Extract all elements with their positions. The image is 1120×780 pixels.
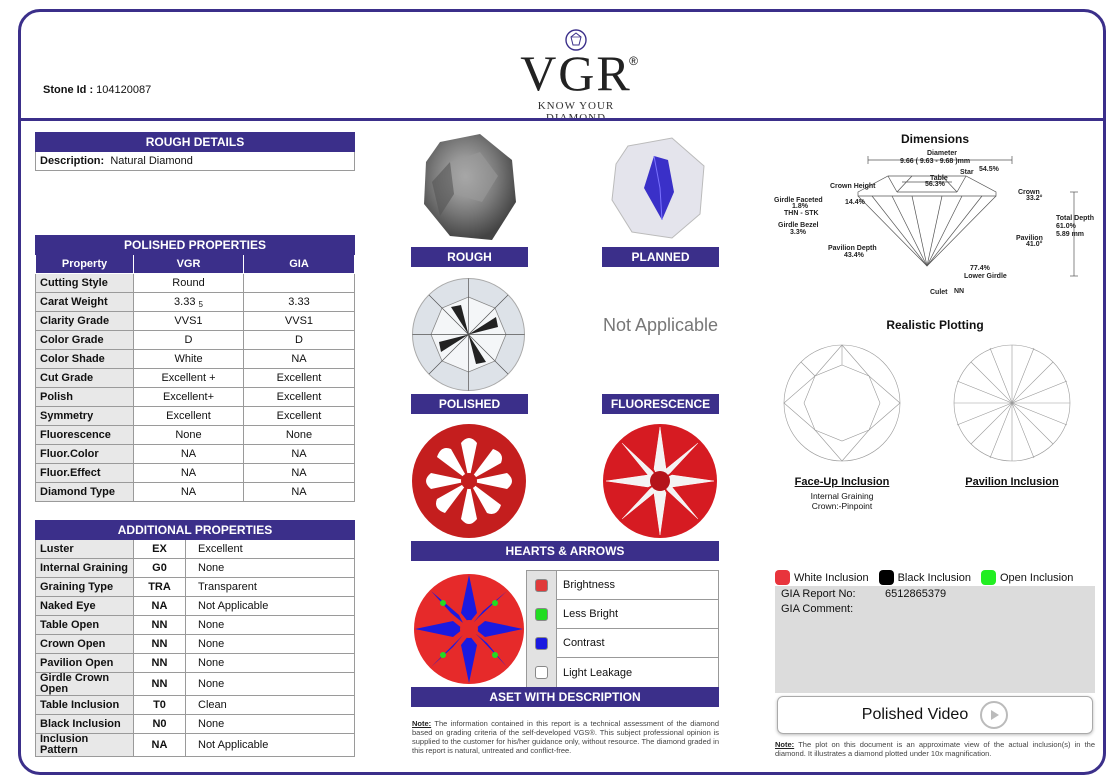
additional-property-label: Luster [36,540,134,559]
dim-pavilion-depth-label: Pavilion Depth [828,245,877,252]
additional-property-code: NN [134,616,186,635]
right-note: Note: The plot on this document is an approximate view of the actual inclusion(s) in the diamond. It illustrates a diamond plotted under 10x magnification. [775,740,1096,758]
dim-culet-label: Culet [930,289,948,296]
aset-legend-label: Light Leakage [563,666,633,679]
additional-property-value: Clean [186,696,355,715]
additional-property-row [36,616,355,635]
additional-property-code: NA [134,734,186,757]
additional-properties-title: ADDITIONAL PROPERTIES [36,521,355,540]
property-label: Symmetry [36,407,134,426]
additional-property-code: NA [134,597,186,616]
property-label: Carat Weight [36,293,134,312]
header-gia: GIA [244,255,355,274]
property-gia-value: 3.33 [244,293,355,312]
realistic-plotting-title: Realistic Plotting [886,318,984,332]
planned-diamond-image [610,136,710,240]
property-label: Cutting Style [36,274,134,293]
pavilion-plot [952,343,1072,463]
additional-property-value: None [186,715,355,734]
aset-swatch [527,658,557,687]
logo-tagline: KNOW YOUR DIAMOND [537,100,615,124]
property-vgr-value: None [134,426,244,445]
polished-property-row [36,331,355,350]
hearts-image [411,423,527,539]
description-label: Description: [40,155,105,167]
logo-registered: ® [629,54,638,68]
inclusion-legend-label: Open Inclusion [999,571,1074,584]
additional-property-row [36,540,355,559]
additional-property-label: Naked Eye [36,597,134,616]
header-divider [21,118,1103,121]
additional-property-label: Crown Open [36,635,134,654]
inclusion-swatch [981,570,996,585]
property-label: Cut Grade [36,369,134,388]
additional-property-value: None [186,616,355,635]
inclusion-swatch [879,570,894,585]
dim-total-depth-pct: 61.0% [1056,223,1076,230]
additional-property-row [36,696,355,715]
dimensions-diagram [772,146,1097,298]
additional-property-row [36,559,355,578]
additional-property-row [36,597,355,616]
aset-legend-label: Contrast [563,637,605,649]
dim-star-label: Star [960,169,974,176]
additional-property-label: Table Open [36,616,134,635]
property-gia-value: NA [244,464,355,483]
property-vgr-value: Round [134,274,244,293]
logo-text: VGR [520,45,632,101]
face-up-plot [782,343,902,463]
aset-legend [526,570,719,688]
additional-property-value: Not Applicable [186,597,355,616]
polished-property-row [36,293,355,312]
polished-video-button[interactable] [777,696,1093,734]
aset-legend-row [527,629,718,658]
hearts-arrows-label: HEARTS & ARROWS [411,541,719,561]
stone-id-value: 104120087 [96,84,152,96]
arrows-image [602,423,718,539]
polished-property-row [36,274,355,293]
dim-lower-girdle-label: Lower Girdle [964,273,1007,280]
additional-property-value: None [186,635,355,654]
dim-girdle-faceted-label: Girdle Faceted [774,197,823,204]
dim-diameter: 9.66 ( 9.63 - 9.68 )mm [900,158,971,165]
dim-girdle-faceted: 1.8% [792,203,808,210]
inclusion-legend [775,570,1095,585]
dim-crown-label: Crown [1018,189,1040,196]
dim-culet: NN [954,288,965,295]
property-label: Color Shade [36,350,134,369]
polished-property-row [36,464,355,483]
additional-property-label: Pavilion Open [36,654,134,673]
dim-girdle-bezel-label: Girdle Bezel [778,222,819,229]
property-label: Fluorescence [36,426,134,445]
rough-details-table [35,132,355,171]
property-vgr-value: Excellent + [134,369,244,388]
property-gia-value: NA [244,350,355,369]
planned-label: PLANNED [602,247,719,267]
polished-properties-table [35,235,355,502]
dim-total-depth-label: Total Depth [1056,215,1094,222]
property-gia-value: D [244,331,355,350]
property-gia-value: NA [244,483,355,502]
property-gia-value: VVS1 [244,312,355,331]
property-vgr-value: NA [134,464,244,483]
aset-swatch [527,600,557,629]
dim-crown-angle: 33.2° [1026,195,1043,202]
additional-property-code: NN [134,654,186,673]
additional-property-code: N0 [134,715,186,734]
dim-lower-girdle: 77.4% [970,265,990,272]
additional-properties-table [35,520,355,757]
additional-property-label: Table Inclusion [36,696,134,715]
polished-property-row [36,407,355,426]
dim-pavilion-depth: 43.4% [844,252,864,259]
additional-property-value: None [186,559,355,578]
stone-id: Stone Id : 104120087 [43,84,152,96]
additional-property-code: NN [134,673,186,696]
fluorescence-not-applicable: Not Applicable [602,315,719,335]
header-property: Property [36,255,134,274]
property-vgr-value: D [134,331,244,350]
additional-property-code: G0 [134,559,186,578]
additional-property-code: EX [134,540,186,559]
polished-property-row [36,426,355,445]
rough-label: ROUGH [411,247,528,267]
property-label: Fluor.Color [36,445,134,464]
property-vgr-value: 3.33 5 [134,293,244,312]
inclusion-legend-item [775,570,869,585]
polished-video-label: Polished Video [861,706,969,723]
polished-diamond-image [411,277,526,392]
dim-crown-height: 14.4% [845,199,865,206]
additional-property-value: None [186,673,355,696]
property-vgr-value: NA [134,445,244,464]
aset-legend-label: Less Bright [563,608,619,620]
additional-property-value: Excellent [186,540,355,559]
gia-comment-label: GIA Comment: [781,603,854,615]
property-gia-value: None [244,426,355,445]
gia-box [775,586,1095,693]
additional-property-value: None [186,654,355,673]
property-label: Clarity Grade [36,312,134,331]
additional-property-row [36,578,355,597]
rough-details-title: ROUGH DETAILS [36,133,355,152]
property-label: Color Grade [36,331,134,350]
face-up-inclusion-details [782,491,902,511]
face-up-line-2: Crown:-Pinpoint [811,501,873,511]
dimensions-title: Dimensions [900,132,969,146]
aset-legend-row [527,571,718,600]
dim-girdle-range: THN - STK [784,210,819,217]
aset-legend-label: Brightness [563,579,615,591]
property-vgr-value: Excellent+ [134,388,244,407]
polished-property-row [36,350,355,369]
inclusion-legend-item [879,570,971,585]
aset-swatch [527,571,557,600]
additional-property-label: Black Inclusion [36,715,134,734]
aset-legend-row [527,658,718,687]
diamond-logo-icon [564,28,588,52]
property-gia-value: Excellent [244,407,355,426]
play-icon [980,701,1008,729]
vgr-logo [506,26,646,124]
property-label: Polish [36,388,134,407]
aset-swatch [527,629,557,658]
dim-table-label: Table [930,175,948,182]
additional-property-row [36,715,355,734]
additional-property-label: Internal Graining [36,559,134,578]
additional-property-value: Transparent [186,578,355,597]
additional-property-code: NN [134,635,186,654]
rough-diamond-image [420,132,520,244]
fluorescence-label: FLUORESCENCE [602,394,719,414]
polished-label: POLISHED [411,394,528,414]
inclusion-swatch [775,570,790,585]
inclusion-legend-label: Black Inclusion [897,571,971,584]
additional-property-row [36,654,355,673]
polished-property-row [36,445,355,464]
dim-girdle-bezel: 3.3% [790,229,806,236]
polished-property-row [36,388,355,407]
dim-pavilion-angle: 41.0° [1026,241,1043,248]
face-up-inclusion-label: Face-Up Inclusion [794,476,890,488]
property-label: Fluor.Effect [36,464,134,483]
header-vgr: VGR [134,255,244,274]
inclusion-legend-label: White Inclusion [794,571,869,584]
additional-property-label: Inclusion Pattern [36,734,134,757]
aset-legend-row [527,600,718,629]
property-vgr-value: NA [134,483,244,502]
dim-pavilion-label: Pavilion [1016,235,1043,242]
property-gia-value: Excellent [244,369,355,388]
pavilion-inclusion-label: Pavilion Inclusion [965,476,1059,488]
additional-property-code: T0 [134,696,186,715]
property-label: Diamond Type [36,483,134,502]
left-note: Note: The information contained in this report is a technical assessment of the diamond based on grading criteria of the self-developed VGS®. This subject professional opinion is supplied to the customer for his/her guidance only, without resource. The diamond graded in this report is natural, untreated and conflict-free. [412,719,720,755]
gia-report-label: GIA Report No: [781,588,856,600]
gia-report-value: 6512865379 [885,588,947,600]
dim-total-depth-mm: 5.89 mm [1056,231,1085,238]
inclusion-legend-item [981,570,1073,585]
aset-image [413,573,525,685]
property-gia-value: Excellent [244,388,355,407]
carat-subscript: 5 [198,299,203,309]
additional-property-label: Graining Type [36,578,134,597]
dim-table: 56.3% [925,181,945,188]
aset-label: ASET WITH DESCRIPTION [411,687,719,707]
additional-property-code: TRA [134,578,186,597]
dim-star: 54.5% [979,166,999,173]
polished-property-row [36,483,355,502]
additional-property-value: Not Applicable [186,734,355,757]
polished-property-row [36,312,355,331]
description-value: Natural Diamond [110,155,193,167]
property-gia-value: NA [244,445,355,464]
property-vgr-value: Excellent [134,407,244,426]
property-gia-value [244,274,355,293]
additional-property-label: Girdle Crown Open [36,673,134,696]
additional-property-row [36,673,355,696]
dim-diameter-label: Diameter [927,150,957,157]
additional-property-row [36,635,355,654]
dim-crown-height-label: Crown Height [830,183,876,190]
property-vgr-value: VVS1 [134,312,244,331]
polished-properties-title: POLISHED PROPERTIES [36,236,355,255]
property-vgr-value: White [134,350,244,369]
polished-property-row [36,369,355,388]
additional-property-row [36,734,355,757]
face-up-line-1: Internal Graining [810,491,874,501]
